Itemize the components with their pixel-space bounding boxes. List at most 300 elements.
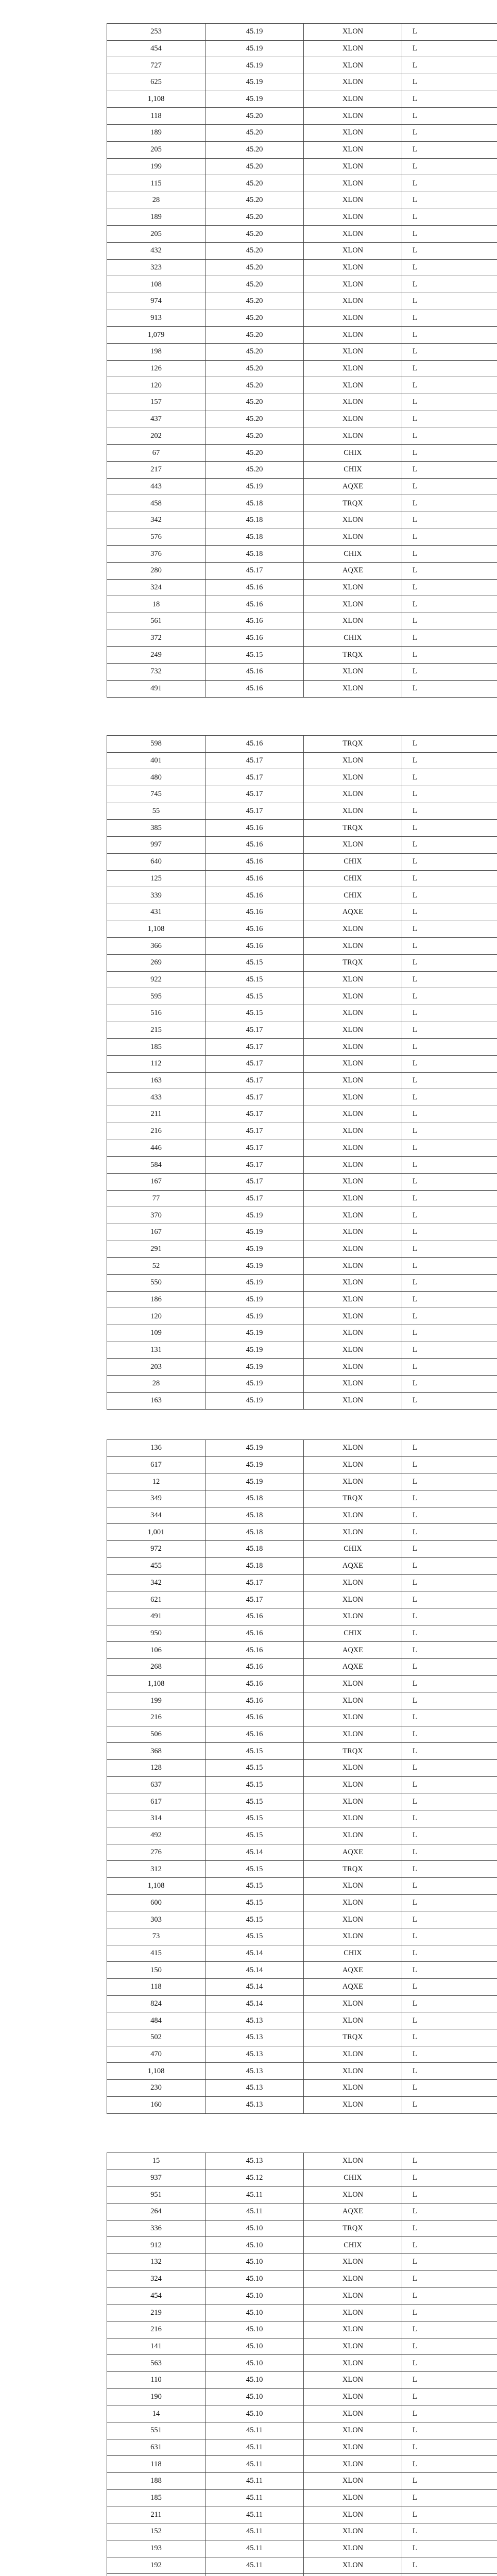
price-cell: 45.13	[205, 2046, 304, 2063]
table-row	[107, 2439, 497, 2456]
extra-cell: L	[402, 1308, 497, 1325]
venue-cell: XLON	[304, 2096, 402, 2113]
price-cell: 45.19	[205, 1325, 304, 1342]
volume-cell: 314	[107, 1810, 205, 1827]
volume-cell: 502	[107, 2029, 205, 2046]
table-row	[107, 377, 497, 394]
extra-cell: L	[402, 1877, 497, 1894]
volume-cell: 115	[107, 175, 205, 192]
price-cell: 45.14	[205, 1844, 304, 1861]
venue-cell: TRQX	[304, 820, 402, 837]
price-cell: 45.20	[205, 394, 304, 411]
price-cell: 45.11	[205, 2473, 304, 2490]
venue-cell: XLON	[304, 579, 402, 596]
volume-cell: 203	[107, 1359, 205, 1376]
volume-cell: 52	[107, 1258, 205, 1275]
volume-cell: 617	[107, 1456, 205, 1473]
venue-cell: XLON	[304, 360, 402, 377]
price-cell: 45.11	[205, 2489, 304, 2506]
table-row	[107, 1979, 497, 1996]
venue-cell: XLON	[304, 74, 402, 91]
venue-cell: XLON	[304, 1524, 402, 1541]
price-cell: 45.19	[205, 478, 304, 495]
venue-cell: XLON	[304, 1608, 402, 1625]
extra-cell: L	[402, 2321, 497, 2338]
volume-cell: 118	[107, 2456, 205, 2473]
table-row	[107, 1291, 497, 1308]
price-cell: 45.13	[205, 2063, 304, 2080]
venue-cell: XLON	[304, 1157, 402, 1174]
volume-cell: 192	[107, 2557, 205, 2574]
extra-cell: L	[402, 2506, 497, 2523]
price-cell: 45.14	[205, 1945, 304, 1962]
venue-cell: XLON	[304, 2153, 402, 2170]
volume-cell: 621	[107, 1591, 205, 1608]
extra-cell: L	[402, 259, 497, 276]
trade-table	[107, 2153, 497, 2576]
volume-cell: 912	[107, 2237, 205, 2254]
price-cell: 45.14	[205, 1979, 304, 1996]
extra-cell: L	[402, 1692, 497, 1709]
table-row	[107, 40, 497, 57]
table-row	[107, 664, 497, 681]
extra-cell: L	[402, 495, 497, 512]
extra-cell: L	[402, 2405, 497, 2422]
venue-cell: XLON	[304, 2304, 402, 2321]
table-row	[107, 1524, 497, 1541]
volume-cell: 118	[107, 1979, 205, 1996]
price-cell: 45.13	[205, 2029, 304, 2046]
extra-cell: L	[402, 1123, 497, 1140]
venue-cell: XLON	[304, 988, 402, 1005]
table-row	[107, 2540, 497, 2557]
table-row	[107, 904, 497, 921]
extra-cell: L	[402, 1675, 497, 1692]
venue-cell: XLON	[304, 327, 402, 344]
price-cell: 45.18	[205, 512, 304, 529]
table-row	[107, 2220, 497, 2237]
venue-cell: XLON	[304, 2080, 402, 2097]
price-cell: 45.11	[205, 2204, 304, 2221]
price-cell: 45.17	[205, 752, 304, 769]
table-row	[107, 1844, 497, 1861]
table-row	[107, 870, 497, 887]
price-cell: 45.15	[205, 1760, 304, 1777]
price-cell: 45.17	[205, 1056, 304, 1073]
extra-cell: L	[402, 1173, 497, 1190]
table-row	[107, 411, 497, 428]
extra-cell: L	[402, 904, 497, 921]
table-row	[107, 2012, 497, 2029]
volume-cell: 136	[107, 1440, 205, 1457]
volume-cell: 951	[107, 2187, 205, 2204]
extra-cell: L	[402, 1979, 497, 1996]
venue-cell: XLON	[304, 1877, 402, 1894]
extra-cell: L	[402, 192, 497, 209]
table-row	[107, 1776, 497, 1793]
price-cell: 45.15	[205, 954, 304, 971]
extra-cell: L	[402, 276, 497, 293]
table-row	[107, 2063, 497, 2080]
volume-cell: 216	[107, 2321, 205, 2338]
price-cell: 45.16	[205, 1625, 304, 1642]
venue-cell: XLON	[304, 1089, 402, 1106]
price-cell: 45.16	[205, 613, 304, 630]
volume-cell: 110	[107, 2371, 205, 2388]
table-row	[107, 971, 497, 988]
price-cell: 45.19	[205, 1342, 304, 1359]
price-cell: 45.18	[205, 1490, 304, 1507]
extra-cell: L	[402, 1022, 497, 1039]
price-cell: 45.15	[205, 1827, 304, 1844]
extra-cell: L	[402, 887, 497, 904]
venue-cell	[304, 2574, 402, 2576]
volume-cell: 598	[107, 736, 205, 753]
extra-cell: L	[402, 1207, 497, 1224]
price-cell: 45.11	[205, 2557, 304, 2574]
venue-cell: XLON	[304, 1022, 402, 1039]
table-row	[107, 1945, 497, 1962]
volume-cell: 437	[107, 411, 205, 428]
volume-cell: 18	[107, 596, 205, 613]
venue-cell: XLON	[304, 752, 402, 769]
extra-cell: L	[402, 1241, 497, 1258]
table-row	[107, 1106, 497, 1123]
table-row	[107, 2405, 497, 2422]
volume-cell: 268	[107, 1658, 205, 1675]
table-row	[107, 24, 497, 41]
price-cell: 45.16	[205, 904, 304, 921]
volume-cell: 249	[107, 647, 205, 664]
price-cell: 45.10	[205, 2254, 304, 2271]
table-row	[107, 209, 497, 226]
extra-cell: L	[402, 1342, 497, 1359]
price-cell: 45.20	[205, 445, 304, 462]
table-row	[107, 579, 497, 596]
volume-cell: 188	[107, 2473, 205, 2490]
table-row	[107, 1072, 497, 1089]
table-row	[107, 954, 497, 971]
volume-cell: 491	[107, 1608, 205, 1625]
extra-cell: L	[402, 971, 497, 988]
venue-cell: XLON	[304, 1056, 402, 1073]
volume-cell: 108	[107, 276, 205, 293]
table-row	[107, 596, 497, 613]
price-cell: 45.18	[205, 1524, 304, 1541]
price-cell: 45.16	[205, 579, 304, 596]
price-cell: 45.19	[205, 1258, 304, 1275]
extra-cell: L	[402, 1608, 497, 1625]
venue-cell: AQXE	[304, 2204, 402, 2221]
price-cell: 45.16	[205, 664, 304, 681]
price-cell: 45.18	[205, 495, 304, 512]
extra-cell: L	[402, 1658, 497, 1675]
trade-table-page-1	[107, 23, 497, 698]
volume-cell: 433	[107, 1089, 205, 1106]
price-cell: 45.10	[205, 2338, 304, 2355]
extra-cell: L	[402, 226, 497, 243]
extra-cell: L	[402, 769, 497, 786]
price-cell: 45.20	[205, 192, 304, 209]
table-row	[107, 394, 497, 411]
table-row	[107, 1541, 497, 1558]
table-row	[107, 769, 497, 786]
table-row	[107, 1608, 497, 1625]
price-cell: 45.16	[205, 1642, 304, 1659]
table-row	[107, 1675, 497, 1692]
table-row	[107, 1962, 497, 1979]
extra-cell: L	[402, 1056, 497, 1073]
table-row	[107, 2237, 497, 2254]
table-row	[107, 1392, 497, 1409]
extra-cell: L	[402, 394, 497, 411]
volume-cell: 342	[107, 1574, 205, 1591]
venue-cell: XLON	[304, 1995, 402, 2012]
volume-cell: 401	[107, 752, 205, 769]
venue-cell: XLON	[304, 1928, 402, 1945]
venue-cell: XLON	[304, 141, 402, 158]
venue-cell: XLON	[304, 209, 402, 226]
price-cell: 45.11	[205, 2506, 304, 2523]
extra-cell: L	[402, 1456, 497, 1473]
volume-cell: 160	[107, 2096, 205, 2113]
volume-cell: 199	[107, 1692, 205, 1709]
venue-cell: TRQX	[304, 2220, 402, 2237]
extra-cell: L	[402, 209, 497, 226]
extra-cell: L	[402, 2422, 497, 2439]
table-row	[107, 1456, 497, 1473]
table-row	[107, 125, 497, 142]
volume-cell: 727	[107, 57, 205, 74]
price-cell: 45.17	[205, 1140, 304, 1157]
volume-cell: 198	[107, 344, 205, 361]
volume-cell: 637	[107, 1776, 205, 1793]
table-row	[107, 803, 497, 820]
price-cell: 45.20	[205, 428, 304, 445]
extra-cell: L	[402, 2080, 497, 2097]
extra-cell: L	[402, 752, 497, 769]
volume-cell: 211	[107, 1106, 205, 1123]
extra-cell: L	[402, 2237, 497, 2254]
venue-cell: XLON	[304, 1173, 402, 1190]
extra-cell: L	[402, 2473, 497, 2490]
volume-cell: 617	[107, 1793, 205, 1810]
table-row	[107, 1325, 497, 1342]
extra-cell: L	[402, 1005, 497, 1022]
price-cell: 45.10	[205, 2304, 304, 2321]
venue-cell: XLON	[304, 1224, 402, 1241]
volume-cell: 167	[107, 1173, 205, 1190]
table-row	[107, 1591, 497, 1608]
extra-cell: L	[402, 1793, 497, 1810]
table-row	[107, 1810, 497, 1827]
volume-cell: 199	[107, 158, 205, 175]
price-cell: 45.20	[205, 344, 304, 361]
venue-cell: XLON	[304, 664, 402, 681]
venue-cell: XLON	[304, 1776, 402, 1793]
volume-cell: 205	[107, 226, 205, 243]
venue-cell: XLON	[304, 680, 402, 697]
price-cell: 45.17	[205, 1591, 304, 1608]
venue-cell: XLON	[304, 2489, 402, 2506]
price-cell: 45.17	[205, 769, 304, 786]
price-cell: 45.15	[205, 1743, 304, 1760]
volume-cell: 185	[107, 1039, 205, 1056]
venue-cell: CHIX	[304, 2170, 402, 2187]
volume-cell: 551	[107, 2422, 205, 2439]
price-cell: 45.20	[205, 209, 304, 226]
table-row	[107, 478, 497, 495]
price-cell: 45.20	[205, 293, 304, 310]
table-row	[107, 613, 497, 630]
table-row	[107, 1928, 497, 1945]
extra-cell: L	[402, 293, 497, 310]
price-cell: 45.20	[205, 108, 304, 125]
price-cell: 45.13	[205, 2080, 304, 2097]
volume-cell: 339	[107, 887, 205, 904]
volume-cell: 12	[107, 1473, 205, 1490]
extra-cell: L	[402, 327, 497, 344]
volume-cell: 550	[107, 1275, 205, 1292]
venue-cell: XLON	[304, 158, 402, 175]
extra-cell: L	[402, 1089, 497, 1106]
extra-cell: L	[402, 1928, 497, 1945]
volume-cell: 28	[107, 1376, 205, 1393]
volume-cell: 280	[107, 563, 205, 580]
table-row	[107, 2355, 497, 2372]
volume-cell: 913	[107, 310, 205, 327]
volume-cell: 324	[107, 2270, 205, 2287]
price-cell: 45.17	[205, 1190, 304, 1207]
price-cell: 45.20	[205, 377, 304, 394]
volume-cell: 55	[107, 803, 205, 820]
volume-cell: 215	[107, 1022, 205, 1039]
table-row	[107, 2187, 497, 2204]
volume-cell: 480	[107, 769, 205, 786]
price-cell: 45.20	[205, 226, 304, 243]
price-cell: 45.18	[205, 1541, 304, 1558]
volume-cell: 631	[107, 2439, 205, 2456]
extra-cell: L	[402, 411, 497, 428]
venue-cell: TRQX	[304, 1490, 402, 1507]
venue-cell: XLON	[304, 769, 402, 786]
volume-cell: 370	[107, 1207, 205, 1224]
price-cell: 45.16	[205, 1709, 304, 1726]
table-row	[107, 57, 497, 74]
volume-cell: 1,108	[107, 921, 205, 938]
extra-cell: L	[402, 428, 497, 445]
volume-cell: 15	[107, 2153, 205, 2170]
volume-cell: 253	[107, 24, 205, 41]
extra-cell: L	[402, 158, 497, 175]
table-row	[107, 1157, 497, 1174]
venue-cell: AQXE	[304, 1642, 402, 1659]
table-row	[107, 1022, 497, 1039]
venue-cell: CHIX	[304, 630, 402, 647]
extra-cell: L	[402, 1591, 497, 1608]
price-cell: 45.19	[205, 1359, 304, 1376]
extra-cell: L	[402, 478, 497, 495]
extra-cell: L	[402, 141, 497, 158]
table-row	[107, 108, 497, 125]
venue-cell: XLON	[304, 1106, 402, 1123]
venue-cell: XLON	[304, 2187, 402, 2204]
volume-cell	[107, 2574, 205, 2576]
extra-cell: L	[402, 1827, 497, 1844]
extra-cell: L	[402, 596, 497, 613]
volume-cell: 732	[107, 664, 205, 681]
volume-cell: 454	[107, 2287, 205, 2304]
table-row	[107, 175, 497, 192]
table-row	[107, 1005, 497, 1022]
venue-cell: XLON	[304, 1473, 402, 1490]
table-row	[107, 736, 497, 753]
price-cell: 45.17	[205, 1039, 304, 1056]
price-cell: 45.11	[205, 2187, 304, 2204]
extra-cell: L	[402, 1557, 497, 1574]
trade-table-page-3	[107, 1439, 497, 2114]
price-cell: 45.16	[205, 736, 304, 753]
table-row	[107, 2489, 497, 2506]
table-row	[107, 1376, 497, 1393]
volume-cell: 323	[107, 259, 205, 276]
extra-cell: L	[402, 360, 497, 377]
extra-cell: L	[402, 1625, 497, 1642]
venue-cell: XLON	[304, 2473, 402, 2490]
volume-cell: 125	[107, 870, 205, 887]
price-cell: 45.19	[205, 1376, 304, 1393]
extra-cell: L	[402, 1039, 497, 1056]
venue-cell: XLON	[304, 1258, 402, 1275]
volume-cell: 376	[107, 546, 205, 563]
extra-cell: L	[402, 1291, 497, 1308]
extra-cell: L	[402, 2456, 497, 2473]
extra-cell: L	[402, 1190, 497, 1207]
extra-cell: L	[402, 461, 497, 478]
price-cell: 45.16	[205, 938, 304, 955]
table-row	[107, 1507, 497, 1524]
venue-cell: TRQX	[304, 2029, 402, 2046]
extra-cell: L	[402, 24, 497, 41]
table-row	[107, 2153, 497, 2170]
venue-cell: XLON	[304, 2557, 402, 2574]
volume-cell: 997	[107, 837, 205, 854]
price-cell: 45.20	[205, 327, 304, 344]
price-cell: 45.16	[205, 1675, 304, 1692]
volume-cell: 167	[107, 1224, 205, 1241]
price-cell: 45.15	[205, 1877, 304, 1894]
venue-cell: XLON	[304, 1207, 402, 1224]
extra-cell: L	[402, 175, 497, 192]
venue-cell: XLON	[304, 1456, 402, 1473]
extra-cell: L	[402, 2170, 497, 2187]
volume-cell: 344	[107, 1507, 205, 1524]
table-row	[107, 1877, 497, 1894]
volume-cell: 118	[107, 108, 205, 125]
volume-cell: 157	[107, 394, 205, 411]
extra-cell: L	[402, 1776, 497, 1793]
extra-cell: L	[402, 1072, 497, 1089]
trade-table-page-2	[107, 735, 497, 1410]
price-cell: 45.10	[205, 2371, 304, 2388]
table-row	[107, 1658, 497, 1675]
price-cell: 45.18	[205, 546, 304, 563]
venue-cell: XLON	[304, 2456, 402, 2473]
table-row	[107, 853, 497, 870]
volume-cell: 73	[107, 1928, 205, 1945]
volume-cell: 1,001	[107, 1524, 205, 1541]
venue-cell: XLON	[304, 2355, 402, 2372]
